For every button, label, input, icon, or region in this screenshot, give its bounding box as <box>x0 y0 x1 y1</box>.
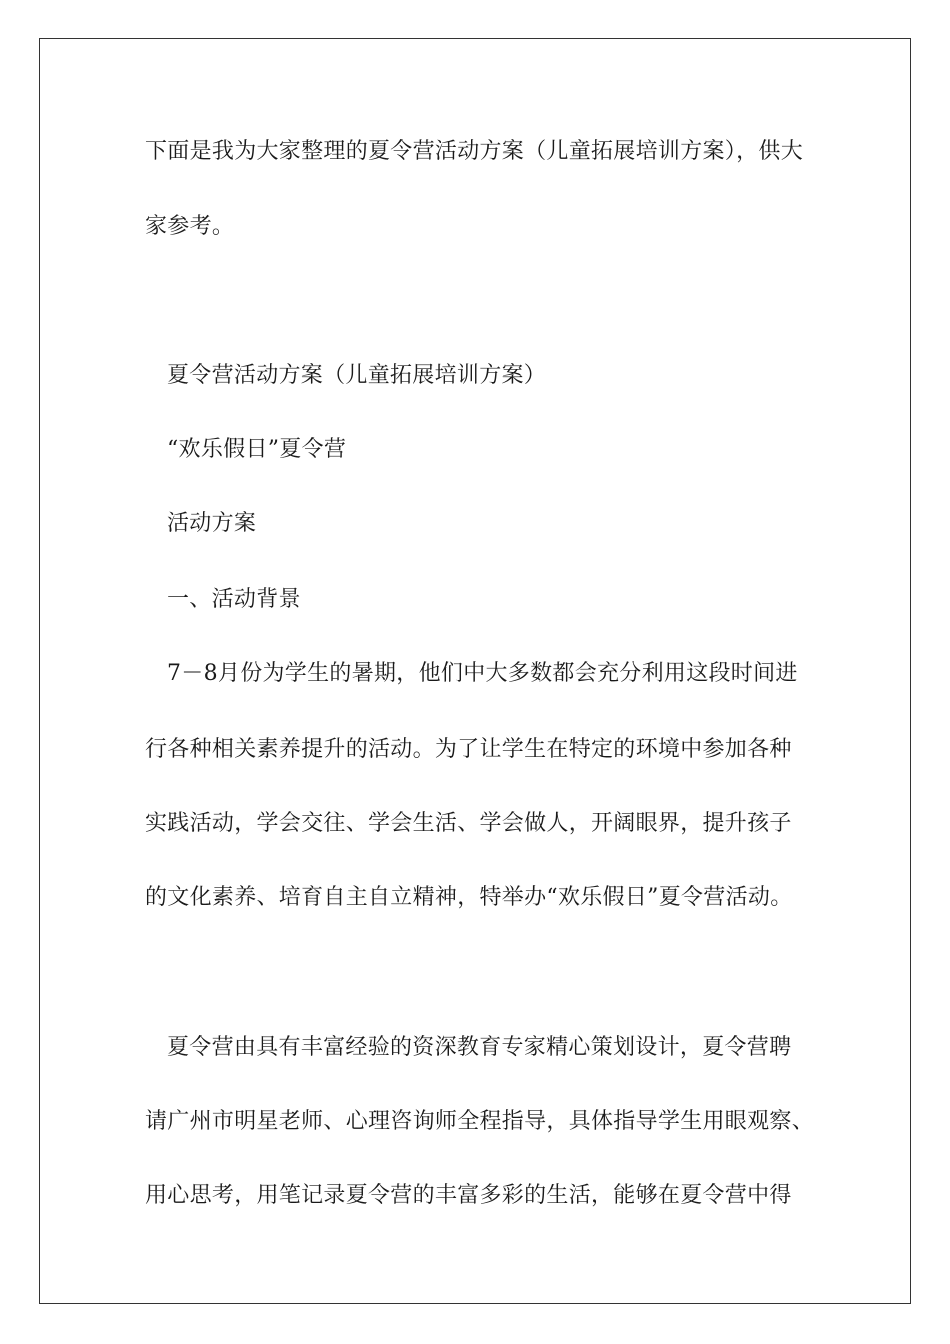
paragraph-2-line-1: 夏令营由具有丰富经验的资深教育专家精心策划设计，夏令营聘 <box>167 1035 792 1060</box>
paragraph-1-line-4: 的文化素养、培育自主自立精神，特举办“欢乐假日”夏令营活动。 <box>145 885 793 910</box>
camp-name: “欢乐假日”夏令营 <box>167 437 347 462</box>
paragraph-1-line-2: 行各种相关素养提升的活动。为了让学生在特定的环境中参加各种 <box>145 737 792 762</box>
paragraph-2-line-2: 请广州市明星老师、心理咨询师全程指导，具体指导学生用眼观察、 <box>145 1109 815 1134</box>
document-title: 夏令营活动方案（儿童拓展培训方案） <box>167 363 547 388</box>
section-heading-background: 一、活动背景 <box>167 587 301 612</box>
paragraph-1-line-3: 实践活动，学会交往、学会生活、学会做人，开阔眼界，提升孩子 <box>145 811 792 836</box>
paragraph-1-line-1: 7－8月份为学生的暑期，他们中大多数都会充分利用这段时间进 <box>167 661 798 686</box>
section-heading-plan: 活动方案 <box>167 511 257 536</box>
intro-line-2: 家参考。 <box>145 214 235 239</box>
intro-line-1: 下面是我为大家整理的夏令营活动方案（儿童拓展培训方案），供大 <box>145 139 804 164</box>
paragraph-2-line-3: 用心思考，用笔记录夏令营的丰富多彩的生活，能够在夏令营中得 <box>145 1183 792 1208</box>
